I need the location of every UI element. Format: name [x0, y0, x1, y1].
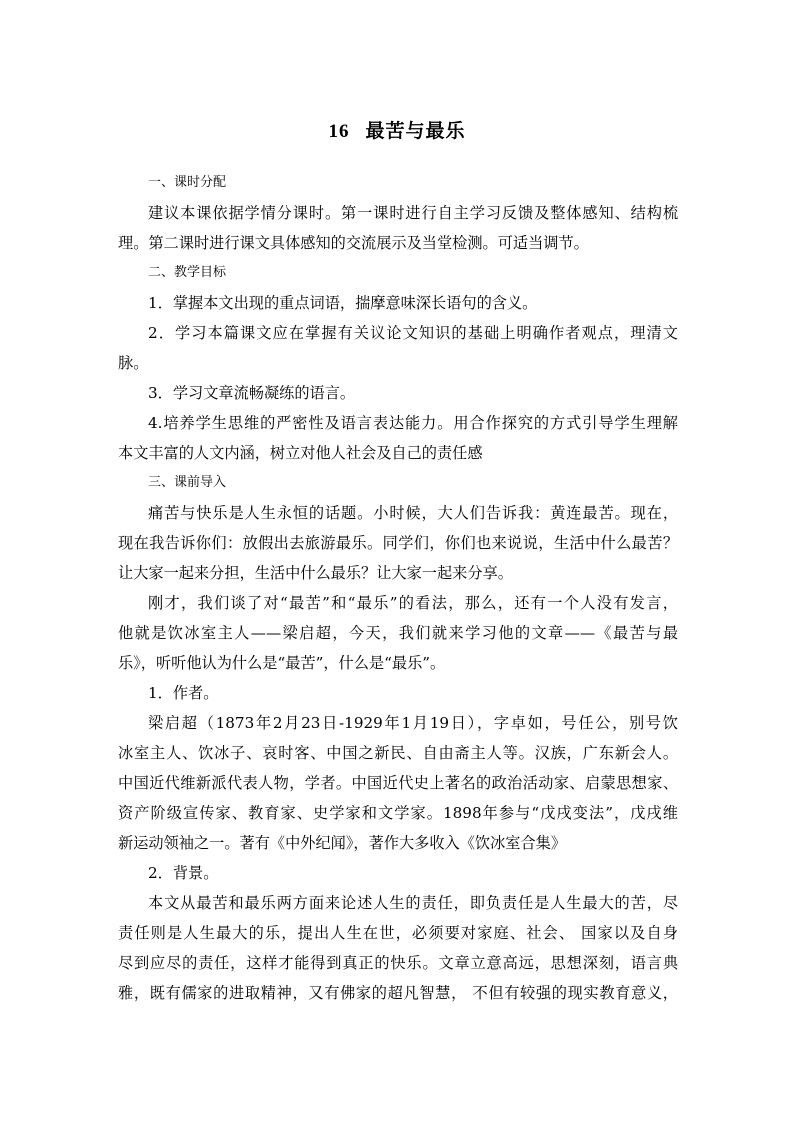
text-line: 新运动领袖之一。著有《中外纪闻》，著作大多收入《饮冰室合集》: [118, 834, 567, 852]
lesson-number: 16: [328, 121, 350, 142]
text-line: 乐》，听听他认为什么是“最苦”，什么是“最乐”。: [118, 654, 446, 672]
text-line: 1．作者。: [148, 684, 219, 702]
text-line: 刚才，我们谈了对“最苦”和“最乐”的看法，那么，还有一个人没有发言，: [148, 594, 678, 612]
text-line: 尽到应尽的责任，这样才能得到真正的快乐。文章立意高远，思想深刻，语言典: [118, 954, 678, 972]
text-line: 建议本课依据学情分课时。第一课时进行自主学习反馈及整体感知、结构梳: [148, 204, 678, 222]
text-line: 资产阶级宣传家、教育家、史学家和文学家。1898年参与“戊戌变法”，戊戌维: [118, 804, 678, 822]
text-line: 雅，既有儒家的进取精神，又有佛家的超凡智慧， 不但有较强的现实教育意义，: [118, 984, 678, 1002]
section-heading: 二、教学目标: [148, 265, 227, 280]
text-line: 中国近代维新派代表人物，学者。中国近代史上著名的政治活动家、启蒙思想家、: [118, 774, 678, 792]
text-line: 本文从最苦和最乐两方面来论述人生的责任，即负责任是人生最大的苦，尽: [148, 894, 678, 912]
text-line: 1．掌握本文出现的重点词语，揣摩意味深长语句的含义。: [148, 294, 538, 312]
text-line: 理。第二课时进行课文具体感知的交流展示及当堂检测。可适当调节。: [118, 234, 589, 252]
text-line: 本文丰富的人文内涵，树立对他人社会及自己的责任感: [118, 444, 483, 462]
document-body: [118, 168, 678, 1008]
text-line: 脉。: [118, 354, 149, 372]
text-line: 冰室主人、饮冰子、哀时客、中国之新民、自由斋主人等。汉族，广东新会人。: [118, 744, 678, 762]
text-line: 2．学习本篇课文应在掌握有关议论文知识的基础上明确作者观点，理清文: [148, 324, 678, 342]
text-line: 让大家一起来分担，生活中什么最乐？让大家一起来分享。: [118, 564, 513, 582]
text-line: 梁启超（1873年2月23日-1929年1月19日），字卓如，号任公，别号饮: [148, 714, 678, 732]
text-line: 3．学习文章流畅凝练的语言。: [148, 384, 356, 402]
document-title: [0, 116, 794, 143]
section-heading: 一、课时分配: [148, 175, 227, 190]
text-line: 责任则是人生最大的乐，提出人生在世，必须要对家庭、社会、 国家以及自身: [118, 924, 678, 942]
text-line: 4.培养学生思维的严密性及语言表达能力。用合作探究的方式引导学生理解: [148, 414, 678, 432]
text-line: 他就是饮冰室主人——梁启超，今天，我们就来学习他的文章——《最苦与最: [118, 624, 678, 642]
text-line: 2．背景。: [148, 864, 219, 882]
text-line: 痛苦与快乐是人生永恒的话题。小时候，大人们告诉我：黄连最苦。现在，: [148, 504, 678, 522]
section-heading: 三、课前导入: [148, 475, 227, 490]
text-line: 现在我告诉你们：放假出去旅游最乐。同学们，你们也来说说，生活中什么最苦？: [118, 534, 678, 552]
lesson-title: 最苦与最乐: [365, 120, 466, 142]
